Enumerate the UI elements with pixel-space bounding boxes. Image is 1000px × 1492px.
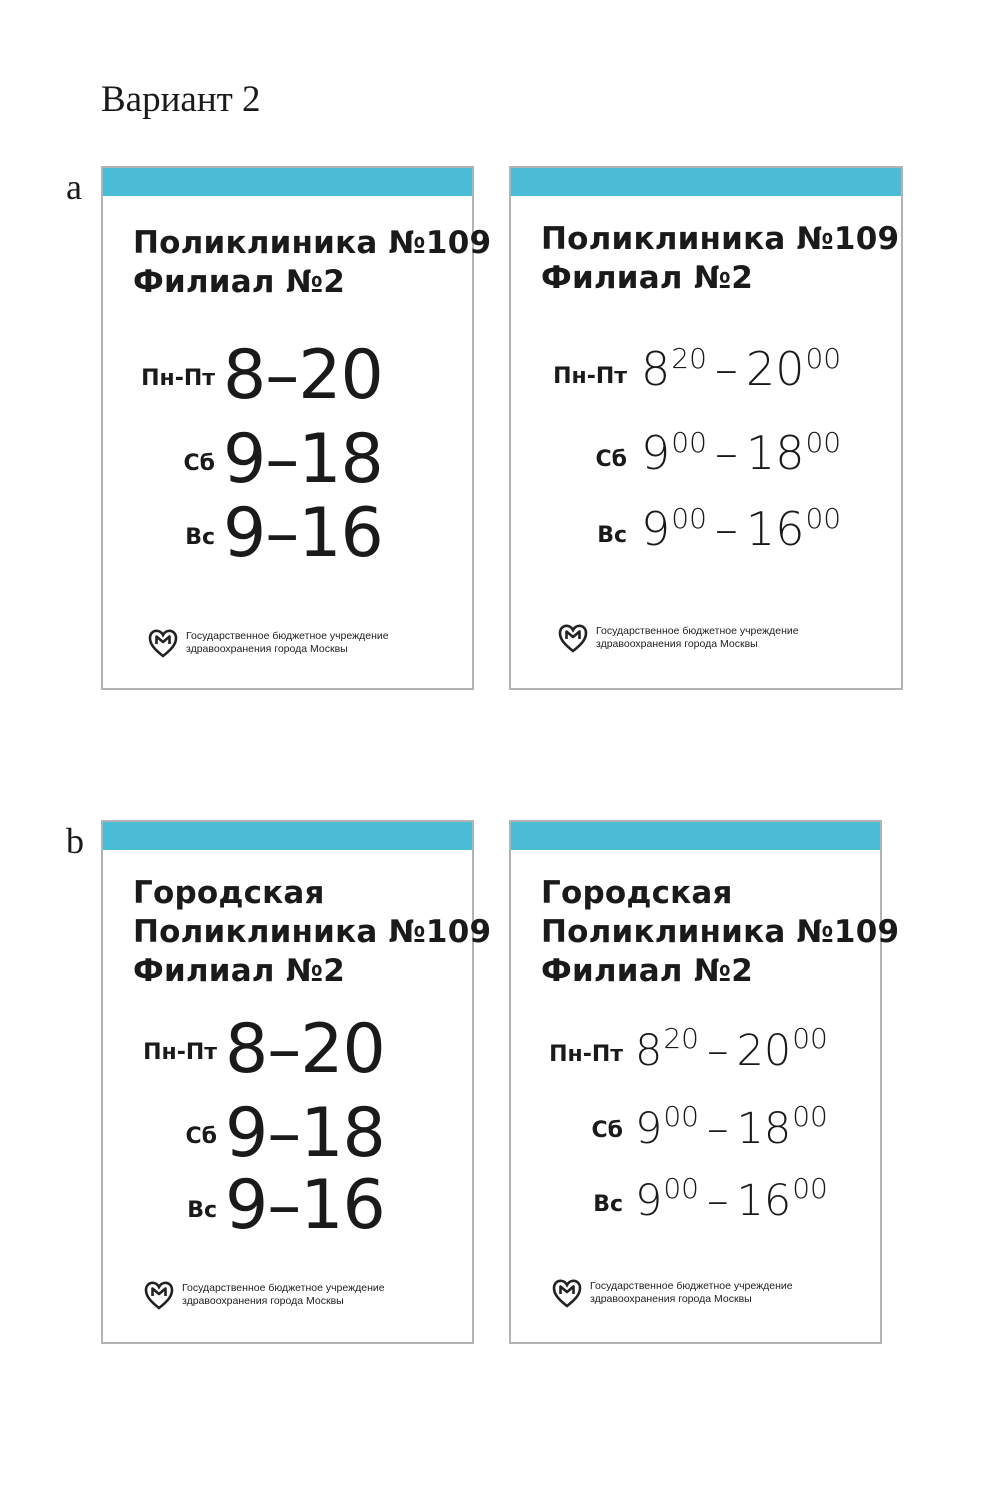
sign-title-line: Филиал №2 (541, 260, 753, 296)
day-sunday: Вс (185, 525, 215, 550)
footer-line-1: Государственное бюджетное учреждение (186, 630, 389, 642)
group-b-letter: b (66, 821, 84, 861)
footer (147, 626, 389, 660)
hours-weekdays (635, 1022, 828, 1076)
heart-m-logo-icon (551, 1277, 583, 1309)
page-heading: Вариант 2 (101, 79, 261, 120)
day-saturday: Сб (185, 1124, 217, 1149)
hours-weekdays: 8–20 (223, 336, 383, 415)
dash: – (707, 1026, 729, 1076)
footer-line-1: Государственное бюджетное учреждение (182, 1282, 385, 1294)
dash: – (714, 426, 738, 480)
to-minute: 00 (792, 1022, 828, 1055)
from-hour: 9 (635, 1176, 663, 1226)
day-sunday: Вс (187, 1198, 217, 1223)
day-weekdays: Пн-Пт (141, 366, 215, 391)
sign-title (541, 874, 899, 991)
to-hour: 16 (736, 1176, 792, 1226)
to-minute: 00 (792, 1172, 828, 1205)
heart-m-logo-icon (147, 627, 179, 659)
sign-title-line: Поликлиника №109 (541, 221, 900, 257)
hours-saturday (635, 1100, 828, 1154)
accent-band (103, 168, 472, 196)
day-weekdays: Пн-Пт (143, 1040, 217, 1065)
dash: – (707, 1104, 729, 1154)
footer-line-2: здравоохранения города Москвы (596, 638, 758, 650)
day-weekdays: Пн-Пт (549, 1042, 623, 1067)
to-minute: 00 (805, 342, 842, 375)
sign-title-line: Городская (133, 875, 325, 911)
day-weekdays: Пн-Пт (553, 364, 627, 389)
sign-a-detailed (509, 166, 903, 690)
sign-b-detailed (509, 820, 900, 1344)
accent-band (511, 822, 880, 850)
sign-b-simple (101, 820, 492, 1344)
from-minute: 00 (663, 1172, 699, 1205)
sign-title-line: Поликлиника №109 (541, 914, 900, 950)
sign-title-line: Филиал №2 (133, 953, 345, 989)
to-minute: 00 (805, 426, 842, 459)
sign-title (541, 220, 899, 298)
day-saturday: Сб (595, 447, 627, 472)
hours-sunday (641, 502, 841, 556)
sign-title-line: Городская (541, 875, 733, 911)
footer-line-2: здравоохранения города Москвы (590, 1293, 752, 1305)
from-minute: 00 (671, 426, 707, 459)
accent-band (103, 822, 472, 850)
accent-band (511, 168, 901, 196)
to-minute: 00 (805, 502, 842, 535)
day-sunday: Вс (593, 1192, 623, 1217)
footer-line-2: здравоохранения города Москвы (186, 643, 348, 655)
hours-sunday: 9–16 (225, 1166, 385, 1245)
sign-title (133, 874, 491, 991)
to-hour: 20 (745, 342, 805, 396)
from-minute: 00 (663, 1100, 699, 1133)
sign-title-line: Филиал №2 (541, 953, 753, 989)
heart-m-logo-icon (557, 622, 589, 654)
footer (551, 1276, 793, 1310)
group-a-letter: a (66, 167, 82, 207)
hours-saturday (641, 426, 841, 480)
footer-line-1: Государственное бюджетное учреждение (596, 625, 799, 637)
day-saturday: Сб (183, 451, 215, 476)
to-hour: 18 (745, 426, 805, 480)
from-minute: 20 (671, 342, 707, 375)
to-hour: 18 (736, 1104, 792, 1154)
footer (143, 1278, 385, 1312)
hours-weekdays: 8–20 (225, 1010, 385, 1089)
from-hour: 9 (641, 426, 671, 480)
from-hour: 9 (641, 502, 671, 556)
hours-saturday: 9–18 (223, 420, 383, 499)
hours-sunday: 9–16 (223, 494, 383, 573)
from-minute: 00 (671, 502, 707, 535)
sign-title-line: Поликлиника №109 (133, 225, 492, 261)
dash: – (707, 1176, 729, 1226)
to-hour: 16 (745, 502, 805, 556)
day-sunday: Вс (597, 523, 627, 548)
to-hour: 20 (736, 1026, 792, 1076)
sign-title (133, 224, 491, 302)
from-hour: 9 (635, 1104, 663, 1154)
heart-m-logo-icon (143, 1279, 175, 1311)
hours-sunday (635, 1172, 828, 1226)
dash: – (714, 342, 738, 396)
hours-weekdays (641, 342, 841, 396)
day-saturday: Сб (591, 1118, 623, 1143)
footer-line-2: здравоохранения города Москвы (182, 1295, 344, 1307)
dash: – (714, 502, 738, 556)
footer (557, 621, 799, 655)
from-hour: 8 (641, 342, 671, 396)
from-hour: 8 (635, 1026, 663, 1076)
from-minute: 20 (663, 1022, 699, 1055)
sign-a-simple (101, 166, 492, 690)
sign-title-line: Поликлиника №109 (133, 914, 492, 950)
sign-title-line: Филиал №2 (133, 264, 345, 300)
hours-saturday: 9–18 (225, 1094, 385, 1173)
to-minute: 00 (792, 1100, 828, 1133)
footer-line-1: Государственное бюджетное учреждение (590, 1280, 793, 1292)
